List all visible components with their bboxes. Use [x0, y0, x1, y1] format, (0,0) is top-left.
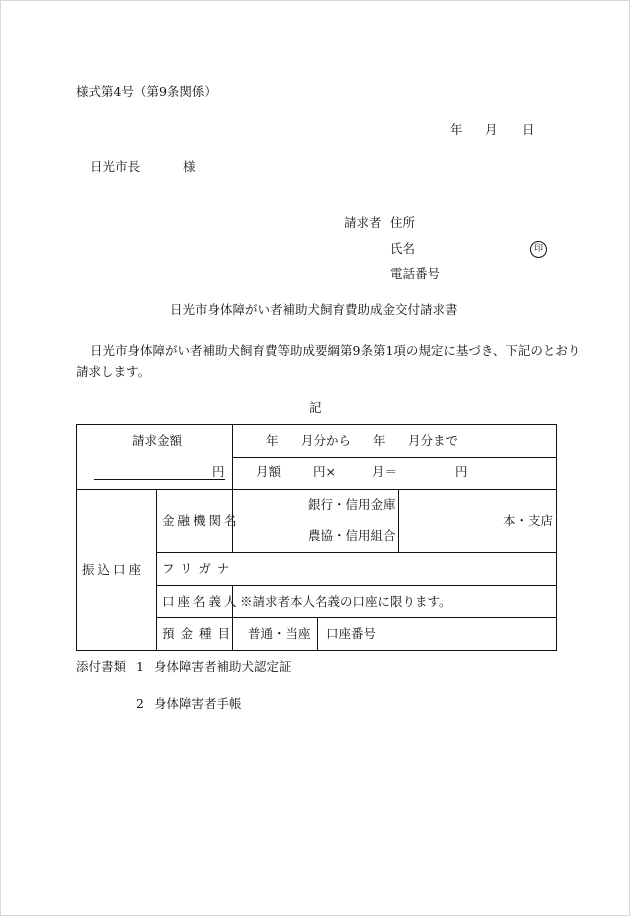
period-month-from: 月分から: [301, 433, 352, 448]
calc-yen-result: 円: [455, 464, 468, 479]
addressee-honorific: 様: [183, 159, 196, 174]
holder-label: 口座名義人: [162, 594, 240, 609]
deposit-type-label: 預金種目: [162, 626, 237, 641]
bank-type-2: 農協・信用組合: [308, 528, 396, 543]
account-number-label: 口座番号: [326, 626, 377, 641]
amount-label: 請求金額: [132, 433, 183, 448]
calc-months-equals: 月＝: [372, 464, 398, 479]
address-label: 住所: [390, 215, 416, 230]
attachment-1-text: 身体障害者補助犬認定証: [154, 659, 292, 674]
deposit-type-value: 普通・当座: [248, 626, 311, 641]
attachment-2-num: 2: [136, 696, 144, 711]
bank-label: 金融機関名: [162, 513, 240, 528]
body-line-2: 請求します。: [76, 364, 151, 379]
period-month-to: 月分まで: [408, 433, 459, 448]
date-month: 月: [485, 122, 498, 137]
document-title: 日光市身体障がい者補助犬飼育費助成金交付請求書: [170, 302, 458, 317]
period-year-1: 年: [266, 433, 279, 448]
calc-monthly: 月額: [256, 464, 282, 479]
date-year: 年: [450, 122, 463, 137]
form-label: 様式第4号（第9条関係）: [76, 84, 217, 99]
transfer-account-label: 振込口座: [82, 562, 145, 577]
name-label: 氏名: [390, 241, 416, 256]
holder-note: ※請求者本人名義の口座に限ります。: [240, 594, 452, 609]
total-yen: 円: [212, 464, 225, 479]
date-day: 日: [522, 122, 535, 137]
request-table: [76, 424, 556, 651]
attachment-2-text: 身体障害者手帳: [154, 696, 242, 711]
calc-yen-times: 円×: [313, 464, 336, 479]
seal-mark: 印: [530, 241, 547, 258]
phone-label: 電話番号: [390, 266, 441, 281]
amount-underline: [94, 479, 225, 480]
period-year-2: 年: [373, 433, 386, 448]
branch-label: 本・支店: [503, 513, 554, 528]
body-line-1: 日光市身体障がい者補助犬飼育費等助成要綱第9条第1項の規定に基づき、下記のとおり: [90, 343, 581, 358]
furigana-label: フリガナ: [162, 561, 236, 576]
attachments-label: 添付書類: [76, 659, 127, 674]
attachment-1-num: 1: [136, 659, 144, 674]
bank-type-1: 銀行・信用金庫: [308, 497, 396, 512]
ki-heading: 記: [309, 400, 322, 415]
addressee-name: 日光市長: [90, 159, 141, 174]
requester-label: 請求者: [344, 215, 382, 230]
